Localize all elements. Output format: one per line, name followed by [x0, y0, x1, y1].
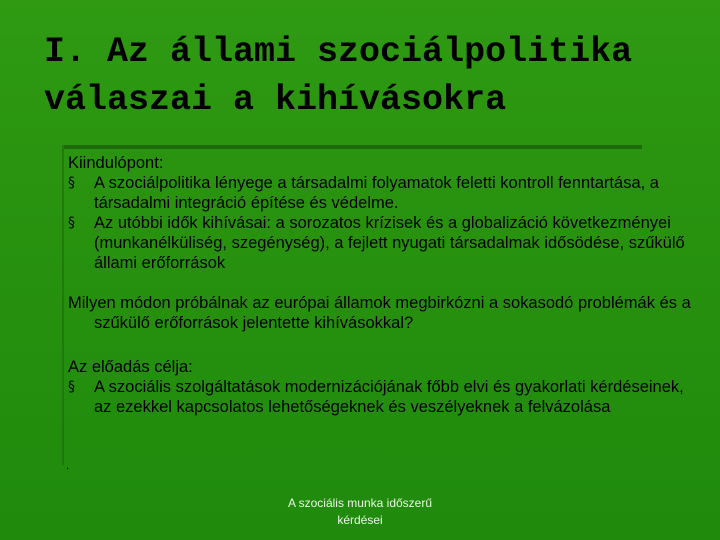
bullet-marker-icon: §: [68, 175, 75, 191]
slide-body: [68, 153, 698, 417]
footer-line2: kérdései: [337, 513, 383, 527]
section2-bullet-1-text: A szociális szolgáltatások modernizációjának főbb elvi és gyakorlati kérdéseinek, az ezekkel kapcsolatos lehetőségeknek és veszélyeknek a felvázolása: [94, 378, 684, 416]
slide-title-line1: I. Az állami szociálpolitika: [44, 32, 633, 72]
slide-title-line2: válaszai a kihívásokra: [44, 80, 507, 120]
footer-line1: A szociális munka időszerű: [287, 496, 433, 510]
bullet-marker-icon: §: [68, 379, 75, 395]
bullet-marker-icon: §: [68, 215, 75, 231]
trailing-mark: .: [66, 458, 70, 472]
section2-bullet-1: [68, 377, 698, 417]
content-left-rule: [62, 145, 64, 465]
section1-bullet-2: [68, 213, 698, 273]
slide-title: [44, 28, 684, 124]
section2-heading: Az előadás célja:: [68, 358, 193, 376]
title-divider: [64, 145, 642, 149]
section1-bullet-2-text: Az utóbbi idők kihívásai: a sorozatos krízisek és a globalizáció következményei (munkanélküliség, szegénység), a fejlett nyugati társadalmak idősödése, szűkülő állami erőforrások: [94, 214, 685, 272]
section1-heading: Kiindulópont:: [68, 154, 164, 172]
section1-bullet-1-text: A szociálpolitika lényege a társadalmi folyamatok feletti kontroll fenntartása, a társadalmi integráció építése és védelme.: [94, 174, 659, 212]
question-paragraph: Milyen módon próbálnak az európai államok megbirkózni a sokasodó problémák és a szűkülő erőforrások jelentette kihívásokkal?: [68, 294, 691, 332]
section1-bullet-1: [68, 173, 698, 213]
slide-footer: [270, 495, 450, 529]
